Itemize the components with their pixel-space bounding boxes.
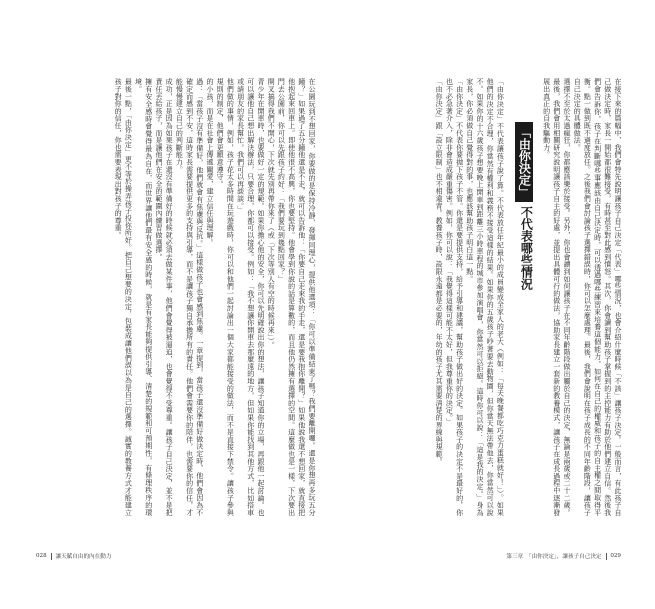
left-page-footer: [36, 551, 111, 561]
footer-divider: [51, 553, 52, 560]
section-heading: [515, 78, 533, 516]
running-title: 讓天賦自由的內在動力: [55, 554, 112, 560]
body-paragraph: 在公園玩到不想回家，你要做的是保持冷靜，發揮同理心，提供他選項：「你可以準備結束了嗎？我們要離開囉。還是你想再多玩五分鐘？」如果過了五分鐘他還是不走，就可以告訴他：「你要自己走來我的手走，還是要我抱你離開？」如果他說我還不想回家，就直接把他抱起來回車上。即使他很不高興，你也要堅持。他會學到你說的話是算數的，而且他仍然擁有選擇的空間。這麼做也是一樣，下次要出門去公園前，你可以先跟孩子約好：「我們要玩到幾點回家？」: [277, 78, 316, 516]
body-paragraph: 成功，正是因為如果孩子在還沒有準備好的時候就必須去做某件事，他們會覺得被逼迫，也會覺得不受尊重。讓孩子自己決定，並不是把責任丟給孩子，而是讓他們在安全的範圍內練習做選擇。: [154, 78, 174, 516]
right-page: [344, 78, 623, 516]
body-paragraph: 「由你決定」跟「設立限制」也不相違背。教養孩子時，設限永遠都是必要的，年幼的孩子尤其需要清楚的界線與規範。: [435, 78, 444, 465]
body-paragraph: 擁有安全感時會覺得最為自在，而世界讓他們最有安全感的時候，就是有家長能夠提供引導、清楚的規範和可預期性，有條理秩序的環境。: [134, 78, 153, 516]
body-paragraph: 「由你決定」不代表你要拋下孩子不管。你還是要提供支持，給予引導和建議，幫助孩子做出好的決定。如果孩子的決定不是最好的，你也不必急著介入，除非會造成嚴重傷害。例如，你可以說：「我覺得這樣可能不太好，但我尊重你的決定。」: [445, 78, 464, 516]
body-paragraph: 開叉搞得我們不開心，下次就先別再帶你來了（或「下次等別人有空的時候再來」）。: [267, 78, 276, 349]
body-paragraph: 「由你決定」不代表讓孩子說了算。不代表放任年紀最小的成員變成全家人的老大（例如：「每天晚餐都吃巧克力蛋糕就好！」）。如果他們的決定不合理，你當然有權利和義務不接受這樣的結果。如果你的五歲孩子吵著要去動物園，但你當天無法帶他去，你當然可以說不。如果你的十六歲孩子想要晚上開車到距離三小時車程的城市參加演唱會，你當然可以拒絕。這時你可以說：「這是我的決定。」身為家長，你必須做自己覺得對的事，也應該幫助孩子明白這一點。: [465, 78, 505, 516]
left-page: [36, 78, 317, 516]
body-paragraph: 過：「當孩子沒有準備好，他們就會有焦慮與反抗。」這樣做孩子也會感到焦慮。一章提到，當孩子還沒準備好做決定時，他們會因為不確定而感到不安，這時家長需要提供更多的支持與引導，而不是讓孩子獨自承擔所有的責任。他們會需要你的陪伴，也需要你的信任，才能慢慢建立自己的判斷能力。: [175, 78, 204, 516]
page-number: 029: [610, 553, 621, 559]
body-paragraph: 的小孩，而是在社會上傳遞關愛，建立信任與理解。: [205, 78, 214, 246]
body-paragraph: 他們做的事情，例如，孩子花太多時間在玩遊戲時，你可以和他們一起討論出一個大家都能接受的做法，而不是直接下禁令。讓孩子參與規則的制定，他們會更願意遵守。: [216, 78, 235, 516]
running-title: 第三章 「由你決定」，讓孩子自己決定: [506, 554, 602, 560]
section-heading-highlight: 「由你決定」: [515, 122, 533, 202]
body-paragraph: 最後一點，「由你決定」更不等於操弄孩子投你所好。把自己想要的決定，包裝成讓他們誤以為是自己的選擇。誠實的教養方式才能建立孩子對你的信任，你也需要表現出對孩子的尊重。: [114, 78, 133, 516]
page-number: 028: [36, 553, 47, 559]
footer-divider: [606, 553, 607, 560]
section-heading-text: 不代表哪些情況: [519, 206, 534, 290]
body-paragraph: 在接下來的篇幅中，我們會特先說明讓孩子自己決定「代表」哪些情況，也會介紹什麼時候「不該」讓孩子決定。一般而言，有此孩子自己做決定時，家長一開始都很難接受，有時甚至對此感到憤怒。其次，你會讀到幫助孩子掌握到的主控能力有助於他們建立自信。然後我們會告訴你，孩子在判斷哪些事應該由自己決定時，可以透過哪些練習來培養這個能力，如何在自己的權威和孩子的自主權之間取得平衡。點一做到既不過度放任。之後我們會討論孩子選擇錯誤時，你可以怎麼處理。最後，我們會說明在孩子成長的不同年齡階段，讓孩子自己決定的具體做法。: [573, 78, 622, 516]
body-paragraph: 青少年在開車時，也要做好一定的規範。如果你擔心他的安全，你可以先明確說出你的想法，讓孩子知道你的立場，再跟他一起討論。也可以讓他自己想出解決辦法，只要合理，你都可以接受。例如：「我不想讓你開車去那麼遠的地方，但如果你能找到其他方式，比如搭車或請朋友的家長幫忙，我們可以再談談。」: [236, 78, 265, 516]
right-page-footer: [506, 551, 621, 561]
body-paragraph: 選擇不至於太過瘋狂，你都應該樂於接受。另外，你也會讀到如何讓孩子在不同年齡階段做出屬於自己的決定，無論是兩歲或二十二歲。最後，我們會用相關研究說明讓孩子自主的好處，並提出具體可行的做法，協助家長建立一套新的教養模式，讓孩子在成長過程中逐漸發展出真正的自我驅動力。: [542, 78, 571, 516]
